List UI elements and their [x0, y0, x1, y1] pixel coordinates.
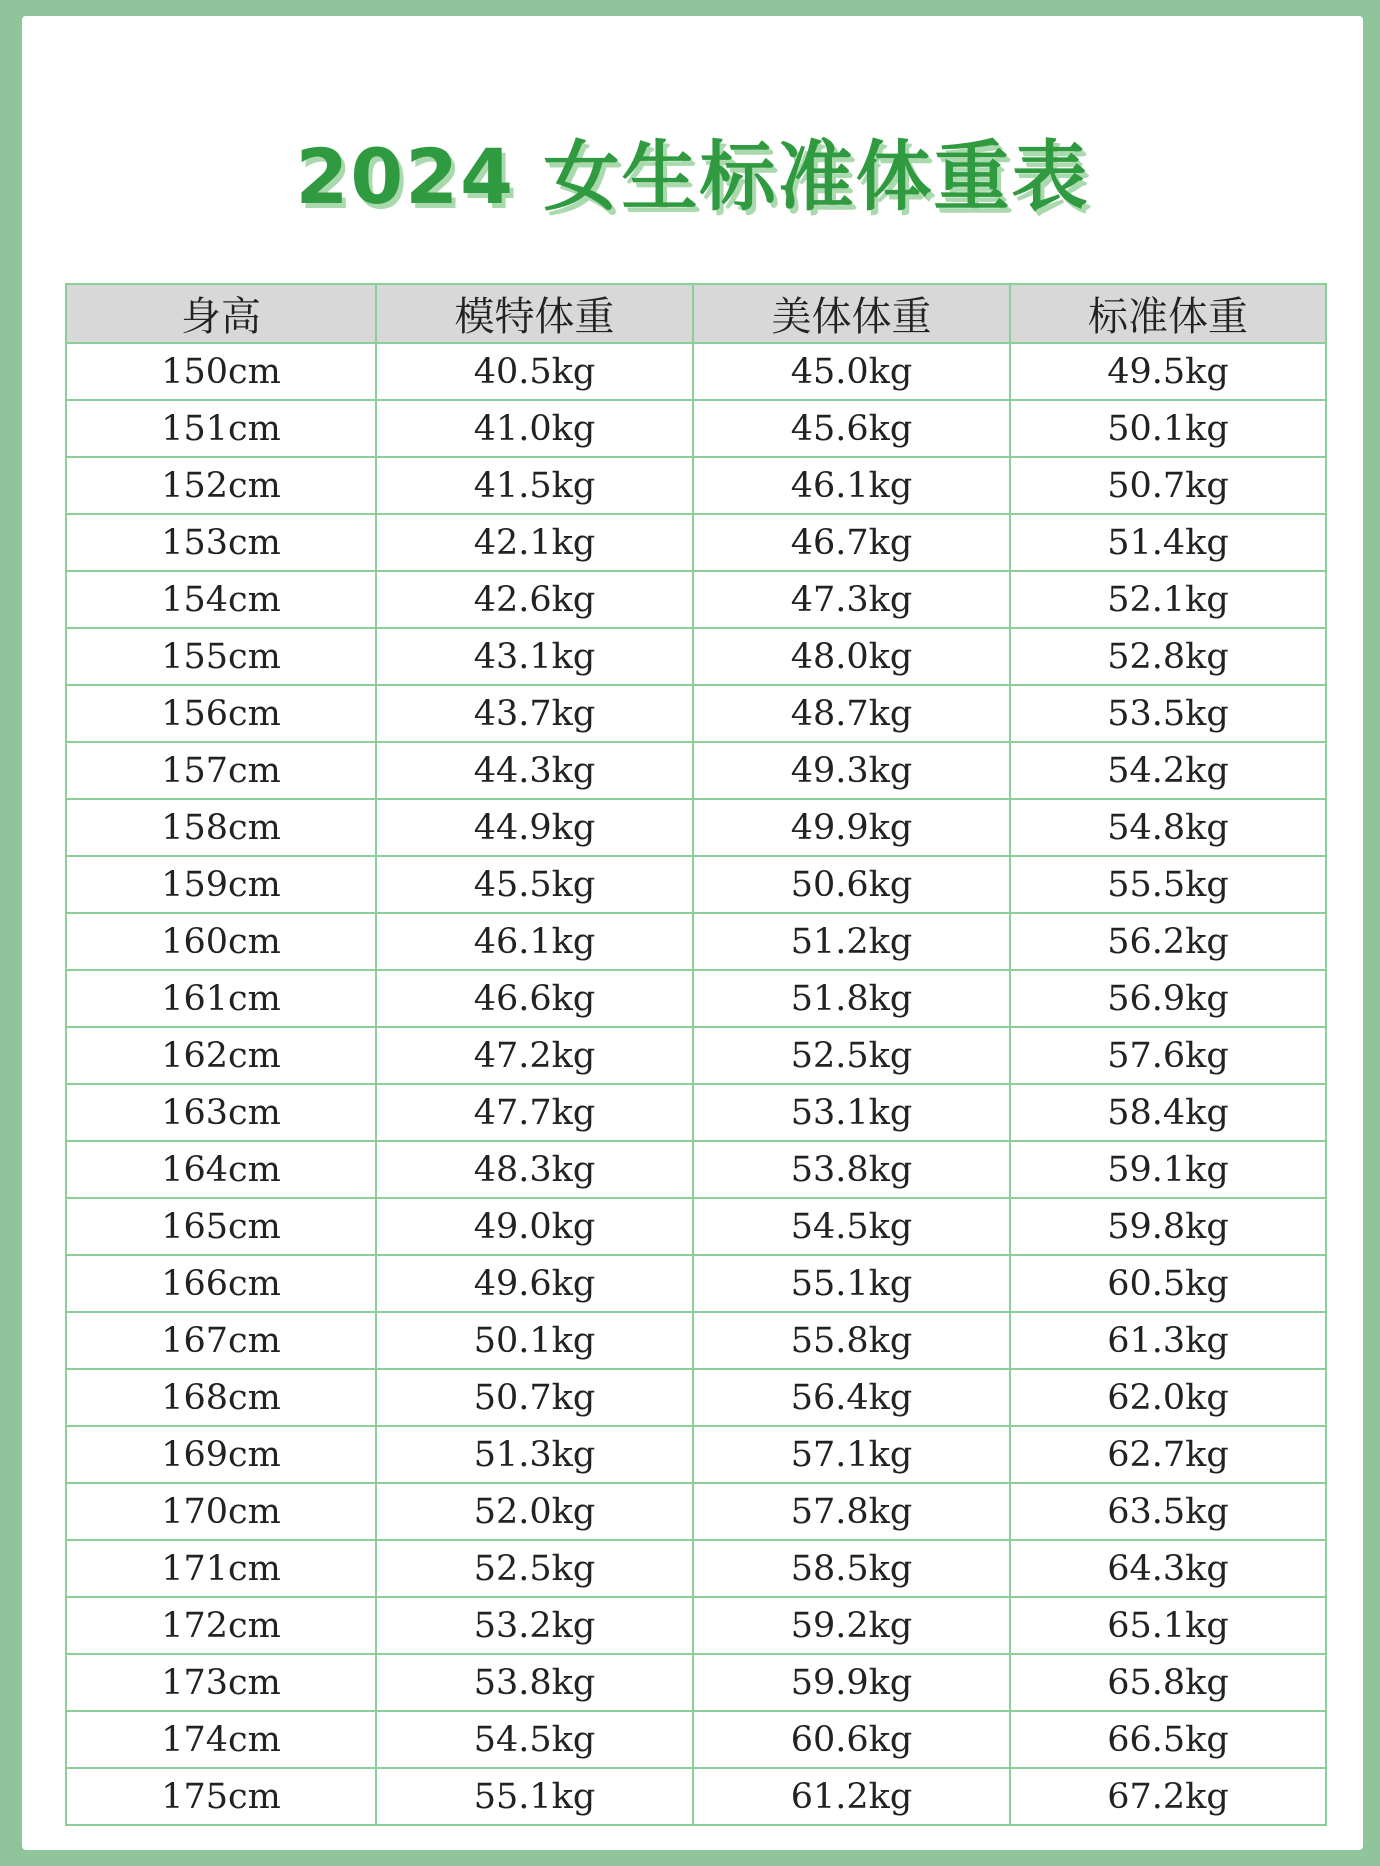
table-row [66, 685, 1326, 742]
standard-weight-cell: 59.8kg [1010, 1198, 1326, 1255]
standard-weight-cell: 60.5kg [1010, 1255, 1326, 1312]
table-row [66, 1255, 1326, 1312]
height-cell: 163cm [66, 1084, 376, 1141]
chart-card [22, 16, 1363, 1850]
height-cell: 154cm [66, 571, 376, 628]
height-cell: 172cm [66, 1597, 376, 1654]
table-row [66, 1483, 1326, 1540]
table-row [66, 1654, 1326, 1711]
table-row [66, 1426, 1326, 1483]
fit-weight-cell: 46.1kg [693, 457, 1010, 514]
model-weight-cell: 55.1kg [376, 1768, 693, 1825]
height-cell: 153cm [66, 514, 376, 571]
model-weight-cell: 54.5kg [376, 1711, 693, 1768]
fit-weight-cell: 57.8kg [693, 1483, 1010, 1540]
table-row [66, 1711, 1326, 1768]
standard-weight-cell: 56.9kg [1010, 970, 1326, 1027]
table-row [66, 628, 1326, 685]
model-weight-cell: 52.0kg [376, 1483, 693, 1540]
standard-weight-cell: 50.1kg [1010, 400, 1326, 457]
height-cell: 171cm [66, 1540, 376, 1597]
header-standard-weight: 标准体重 [1010, 284, 1326, 343]
model-weight-cell: 43.7kg [376, 685, 693, 742]
height-cell: 164cm [66, 1141, 376, 1198]
table-row [66, 400, 1326, 457]
height-cell: 162cm [66, 1027, 376, 1084]
model-weight-cell: 44.3kg [376, 742, 693, 799]
header-height: 身高 [66, 284, 376, 343]
height-cell: 161cm [66, 970, 376, 1027]
model-weight-cell: 52.5kg [376, 1540, 693, 1597]
height-cell: 165cm [66, 1198, 376, 1255]
table-row [66, 1198, 1326, 1255]
table-header-row [66, 284, 1326, 343]
height-cell: 173cm [66, 1654, 376, 1711]
standard-weight-cell: 50.7kg [1010, 457, 1326, 514]
standard-weight-cell: 54.2kg [1010, 742, 1326, 799]
fit-weight-cell: 51.2kg [693, 913, 1010, 970]
table-row [66, 1312, 1326, 1369]
fit-weight-cell: 51.8kg [693, 970, 1010, 1027]
page-title: 2024 女生标准体重表 [295, 132, 1090, 221]
model-weight-cell: 51.3kg [376, 1426, 693, 1483]
table-row [66, 970, 1326, 1027]
height-cell: 150cm [66, 343, 376, 400]
fit-weight-cell: 49.9kg [693, 799, 1010, 856]
standard-weight-cell: 54.8kg [1010, 799, 1326, 856]
model-weight-cell: 45.5kg [376, 856, 693, 913]
height-cell: 175cm [66, 1768, 376, 1825]
table-row [66, 799, 1326, 856]
table-row [66, 1369, 1326, 1426]
table-row [66, 913, 1326, 970]
fit-weight-cell: 60.6kg [693, 1711, 1010, 1768]
fit-weight-cell: 47.3kg [693, 571, 1010, 628]
fit-weight-cell: 50.6kg [693, 856, 1010, 913]
standard-weight-cell: 52.8kg [1010, 628, 1326, 685]
table-row [66, 1597, 1326, 1654]
fit-weight-cell: 59.2kg [693, 1597, 1010, 1654]
standard-weight-cell: 63.5kg [1010, 1483, 1326, 1540]
table-row [66, 1141, 1326, 1198]
header-fit-weight: 美体体重 [693, 284, 1010, 343]
table-row [66, 1768, 1326, 1825]
table-row [66, 1027, 1326, 1084]
header-model-weight: 模特体重 [376, 284, 693, 343]
model-weight-cell: 47.7kg [376, 1084, 693, 1141]
height-cell: 155cm [66, 628, 376, 685]
model-weight-cell: 46.1kg [376, 913, 693, 970]
fit-weight-cell: 53.8kg [693, 1141, 1010, 1198]
height-cell: 160cm [66, 913, 376, 970]
model-weight-cell: 43.1kg [376, 628, 693, 685]
fit-weight-cell: 59.9kg [693, 1654, 1010, 1711]
standard-weight-cell: 66.5kg [1010, 1711, 1326, 1768]
fit-weight-cell: 45.6kg [693, 400, 1010, 457]
model-weight-cell: 40.5kg [376, 343, 693, 400]
model-weight-cell: 41.5kg [376, 457, 693, 514]
model-weight-cell: 42.1kg [376, 514, 693, 571]
standard-weight-cell: 64.3kg [1010, 1540, 1326, 1597]
standard-weight-cell: 56.2kg [1010, 913, 1326, 970]
weight-table-container [65, 283, 1325, 1826]
standard-weight-cell: 51.4kg [1010, 514, 1326, 571]
fit-weight-cell: 54.5kg [693, 1198, 1010, 1255]
model-weight-cell: 53.2kg [376, 1597, 693, 1654]
standard-weight-cell: 65.8kg [1010, 1654, 1326, 1711]
model-weight-cell: 53.8kg [376, 1654, 693, 1711]
height-cell: 167cm [66, 1312, 376, 1369]
table-body [66, 343, 1326, 1825]
fit-weight-cell: 56.4kg [693, 1369, 1010, 1426]
standard-weight-cell: 52.1kg [1010, 571, 1326, 628]
model-weight-cell: 50.7kg [376, 1369, 693, 1426]
table-row [66, 457, 1326, 514]
table-row [66, 1084, 1326, 1141]
height-cell: 152cm [66, 457, 376, 514]
fit-weight-cell: 53.1kg [693, 1084, 1010, 1141]
height-cell: 159cm [66, 856, 376, 913]
fit-weight-cell: 58.5kg [693, 1540, 1010, 1597]
fit-weight-cell: 55.1kg [693, 1255, 1010, 1312]
fit-weight-cell: 49.3kg [693, 742, 1010, 799]
height-cell: 168cm [66, 1369, 376, 1426]
model-weight-cell: 49.0kg [376, 1198, 693, 1255]
model-weight-cell: 44.9kg [376, 799, 693, 856]
table-row [66, 514, 1326, 571]
fit-weight-cell: 57.1kg [693, 1426, 1010, 1483]
weight-table [65, 283, 1327, 1826]
standard-weight-cell: 62.0kg [1010, 1369, 1326, 1426]
standard-weight-cell: 65.1kg [1010, 1597, 1326, 1654]
model-weight-cell: 48.3kg [376, 1141, 693, 1198]
model-weight-cell: 42.6kg [376, 571, 693, 628]
height-cell: 157cm [66, 742, 376, 799]
table-row [66, 571, 1326, 628]
standard-weight-cell: 67.2kg [1010, 1768, 1326, 1825]
height-cell: 174cm [66, 1711, 376, 1768]
standard-weight-cell: 57.6kg [1010, 1027, 1326, 1084]
standard-weight-cell: 61.3kg [1010, 1312, 1326, 1369]
model-weight-cell: 46.6kg [376, 970, 693, 1027]
table-row [66, 742, 1326, 799]
standard-weight-cell: 49.5kg [1010, 343, 1326, 400]
height-cell: 151cm [66, 400, 376, 457]
model-weight-cell: 47.2kg [376, 1027, 693, 1084]
height-cell: 170cm [66, 1483, 376, 1540]
fit-weight-cell: 48.7kg [693, 685, 1010, 742]
fit-weight-cell: 61.2kg [693, 1768, 1010, 1825]
standard-weight-cell: 53.5kg [1010, 685, 1326, 742]
table-row [66, 1540, 1326, 1597]
fit-weight-cell: 48.0kg [693, 628, 1010, 685]
standard-weight-cell: 58.4kg [1010, 1084, 1326, 1141]
height-cell: 158cm [66, 799, 376, 856]
fit-weight-cell: 46.7kg [693, 514, 1010, 571]
height-cell: 169cm [66, 1426, 376, 1483]
table-row [66, 343, 1326, 400]
standard-weight-cell: 62.7kg [1010, 1426, 1326, 1483]
standard-weight-cell: 55.5kg [1010, 856, 1326, 913]
standard-weight-cell: 59.1kg [1010, 1141, 1326, 1198]
fit-weight-cell: 45.0kg [693, 343, 1010, 400]
table-row [66, 856, 1326, 913]
model-weight-cell: 49.6kg [376, 1255, 693, 1312]
model-weight-cell: 50.1kg [376, 1312, 693, 1369]
height-cell: 166cm [66, 1255, 376, 1312]
fit-weight-cell: 52.5kg [693, 1027, 1010, 1084]
fit-weight-cell: 55.8kg [693, 1312, 1010, 1369]
height-cell: 156cm [66, 685, 376, 742]
model-weight-cell: 41.0kg [376, 400, 693, 457]
